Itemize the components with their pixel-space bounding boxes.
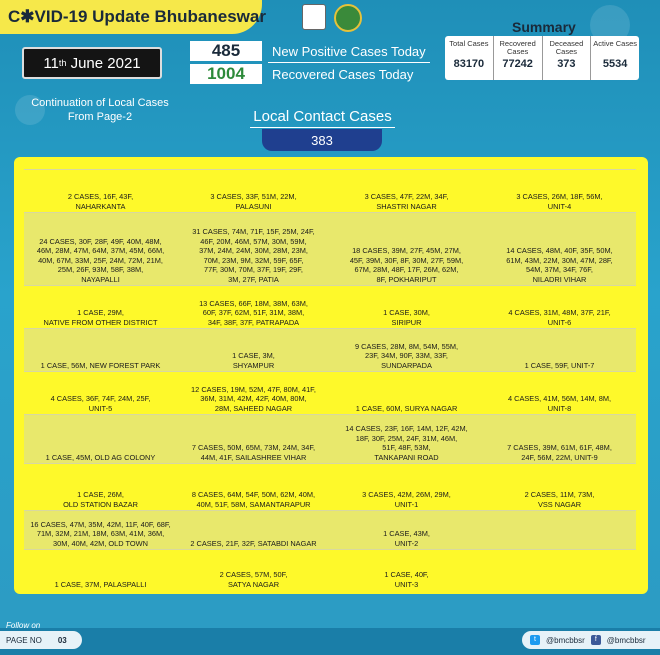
summary-label: Total Cases xyxy=(449,39,489,48)
report-date xyxy=(22,47,162,79)
summary-value: 77242 xyxy=(502,58,533,70)
case-cell: 12 CASES, 19M, 52M, 47F, 80M, 41F, 36M, 31M, 42M, 42F, 40M, 80M, 28M, SAHEED NAGAR xyxy=(191,384,316,413)
summary-box xyxy=(445,36,639,80)
case-cell: 14 CASES, 23F, 16F, 14M, 12F, 42M, 18F, 30F, 25M, 24F, 31M, 46M, 51F, 48F, 53M, TANKAPANI ROAD xyxy=(345,424,468,462)
summary-total xyxy=(445,36,494,80)
case-cell: 2 CASES, 21F, 32F, SATABDI NAGAR xyxy=(190,538,317,548)
continuation-note xyxy=(0,96,200,124)
case-cell: 3 CASES, 42M, 26M, 29M, UNIT-1 xyxy=(362,490,451,509)
case-cell: 13 CASES, 66F, 18M, 38M, 63M, 60F, 37F, 62M, 51F, 31M, 38M, 34F, 38F, 37F, PATRAPADA xyxy=(199,298,308,327)
twitter-icon[interactable]: t xyxy=(530,635,540,645)
summary-recovered xyxy=(494,36,543,80)
page-number-tab xyxy=(0,631,82,649)
table-row xyxy=(24,169,636,212)
case-cell: 1 CASE, 29M, NATIVE FROM OTHER DISTRICT xyxy=(43,308,158,327)
case-cell: 2 CASES, 16F, 43F, NAHARKANTA xyxy=(67,192,134,211)
case-cell: 16 CASES, 47M, 35M, 42M, 11F, 40F, 68F, 71M, 32M, 21M, 18M, 63M, 41M, 36M, 30M, 40M, 42M, OLD TOWN xyxy=(30,519,171,548)
table-row xyxy=(24,510,636,549)
table-row xyxy=(24,328,636,371)
page-title: C✱VID-19 Update Bhubaneswar xyxy=(8,7,266,26)
summary-value: 373 xyxy=(557,58,576,70)
case-cell: 14 CASES, 48M, 40F, 35F, 50M, 61M, 43M, 22M, 30M, 47M, 28F, 54M, 37M, 34F, 76F, NILADRI VIHAR xyxy=(506,246,613,284)
case-cell: 1 CASE, 3M, SHYAMPUR xyxy=(232,351,275,370)
case-cell: 3 CASES, 26M, 18F, 56M, UNIT-4 xyxy=(516,192,603,211)
case-cell: 4 CASES, 36F, 74F, 24M, 25F, UNIT-5 xyxy=(50,394,151,413)
page-label: PAGE NO xyxy=(6,635,42,645)
case-cell: 3 CASES, 33F, 51M, 22M, PALASUNI xyxy=(210,192,297,211)
new-positive-count: 485 xyxy=(190,41,262,61)
case-cell: 1 CASE, 56M, NEW FOREST PARK xyxy=(40,360,161,370)
table-row xyxy=(24,414,636,463)
emblem-logo-icon xyxy=(302,4,326,30)
twitter-handle[interactable]: @bmcbbsr xyxy=(546,635,585,645)
case-cell: 1 CASE, 45M, OLD AG COLONY xyxy=(45,452,156,462)
case-cell: 31 CASES, 74M, 71F, 15F, 25M, 24F, 46F, 20M, 46M, 57M, 30M, 59M, 37M, 24M, 24M, 30M, 28M, 23M, 70M, 23M, 9M, 32M, 59F, 65F, 77F, 30M, 70M, 37F, 19F, 29F, 3M, 27F, PATIA xyxy=(192,227,315,284)
bmc-logo-icon xyxy=(334,4,362,32)
summary-deceased xyxy=(543,36,592,80)
case-cell: 3 CASES, 47F, 22M, 34F, SHASTRI NAGAR xyxy=(364,192,449,211)
case-cell: 1 CASE, 40F, UNIT-3 xyxy=(384,570,429,589)
case-cell: 1 CASE, 26M, OLD STATION BAZAR xyxy=(63,490,138,509)
case-cell: 7 CASES, 50M, 65M, 73M, 24M, 34F, 44M, 41F, SAILASHREE VIHAR xyxy=(191,443,316,462)
summary-label: Deceased Cases xyxy=(549,39,584,56)
date-suffix: th xyxy=(58,58,67,68)
divider xyxy=(268,62,430,63)
case-cell xyxy=(483,588,636,590)
continuation-line1: Continuation of Local Cases xyxy=(31,97,169,109)
title-banner xyxy=(0,0,266,34)
summary-label: Recovered Cases xyxy=(499,39,536,56)
facebook-handle[interactable]: @bmcbbsr xyxy=(606,635,646,645)
case-cell: 2 CASES, 57M, 50F, SATYA NAGAR xyxy=(219,570,288,589)
summary-value: 5534 xyxy=(602,58,628,70)
case-cell: 1 CASE, 43M, UNIT-2 xyxy=(383,529,430,548)
local-contact-count: 383 xyxy=(262,129,382,151)
case-cell: 1 CASE, 37M, PALASPALLI xyxy=(54,579,147,589)
divider xyxy=(250,127,395,128)
case-cell: 1 CASE, 30M, SIRIPUR xyxy=(383,308,430,327)
summary-title: Summary xyxy=(512,19,576,35)
cases-panel xyxy=(14,157,648,594)
cases-table xyxy=(24,169,636,590)
date-month-year: June 2021 xyxy=(66,54,141,72)
case-cell: 18 CASES, 39M, 27F, 45M, 27M, 45F, 39M, 30F, 8F, 30M, 27F, 59M, 67M, 28M, 48F, 17F, 26M, 62M, 8F, POKHARIPUT xyxy=(349,246,464,284)
case-cell xyxy=(483,547,636,549)
case-cell: 24 CASES, 30F, 28F, 49F, 40M, 48M, 46M, 28M, 47M, 64M, 37M, 45M, 66M, 40M, 67M, 33M, 25F, 24M, 72M, 21M, 25M, 26F, 93M, 58F, 38M, NAYAPALLI xyxy=(36,236,165,284)
continuation-line2: From Page-2 xyxy=(67,111,133,123)
case-cell: 8 CASES, 64M, 54F, 50M, 62M, 40M, 40M, 51F, 58M, SAMANTARAPUR xyxy=(191,490,316,509)
case-cell: 2 CASES, 11M, 73M, VSS NAGAR xyxy=(524,490,595,509)
new-positive-label: New Positive Cases Today xyxy=(272,44,426,59)
case-cell: 1 CASE, 59F, UNIT-7 xyxy=(524,360,595,370)
table-row xyxy=(24,549,636,590)
recovered-count: 1004 xyxy=(190,64,262,84)
table-row xyxy=(24,463,636,510)
table-row xyxy=(24,212,636,285)
recovered-label: Recovered Cases Today xyxy=(272,67,414,82)
case-cell: 4 CASES, 41M, 56M, 14M, 8M, UNIT-8 xyxy=(507,394,612,413)
case-cell: 7 CASES, 39M, 61M, 61F, 48M, 24F, 56M, 22M, UNIT-9 xyxy=(507,443,612,462)
social-links xyxy=(522,631,660,649)
case-cell: 1 CASE, 60M, SURYA NAGAR xyxy=(355,403,458,413)
summary-active xyxy=(591,36,639,80)
page-number: 03 xyxy=(57,635,67,645)
summary-label: Active Cases xyxy=(593,39,638,48)
date-day: 11 xyxy=(43,54,59,72)
case-cell: 4 CASES, 31M, 48M, 37F, 21F, UNIT-6 xyxy=(508,308,611,327)
summary-value: 83170 xyxy=(453,58,485,70)
local-contact-label: Local Contact Cases xyxy=(253,108,392,125)
follow-label: Follow on xyxy=(6,621,41,630)
facebook-icon[interactable]: f xyxy=(591,635,601,645)
table-row xyxy=(24,285,636,328)
case-cell: 9 CASES, 28M, 8M, 54M, 55M, 23F, 34M, 90F, 33M, 33F, SUNDARPADA xyxy=(354,341,459,370)
table-row xyxy=(24,371,636,414)
